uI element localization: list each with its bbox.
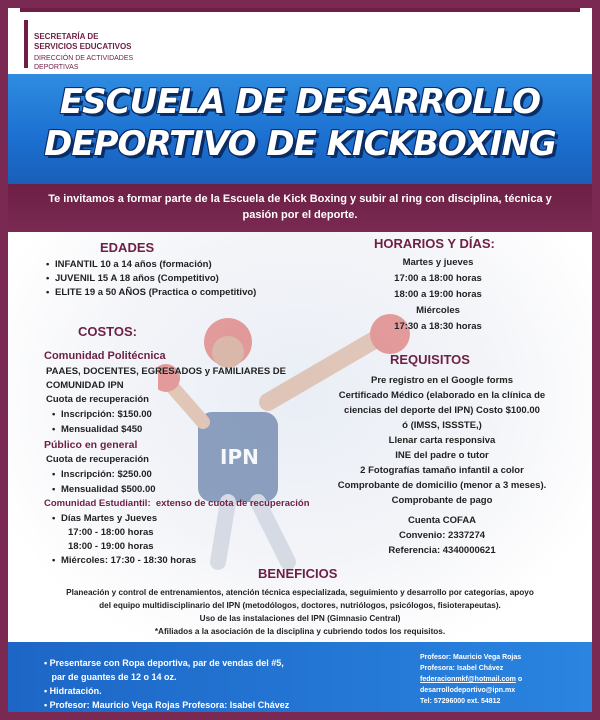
horario-line: 17:00 a 18:00 horas (394, 273, 482, 284)
footer-item: • Hidratación. (44, 686, 102, 696)
content-area (8, 232, 592, 642)
estudiantil-dias: • Días Martes y Jueves (52, 513, 158, 524)
invite-line2: pasión por el deporte. (242, 209, 358, 221)
edades-heading: EDADES (100, 240, 155, 255)
requisito-line: Certificado Médico (elaborado en la clínica de (338, 390, 546, 401)
publico-inscripcion: • Inscripción: $250.00 (52, 469, 152, 480)
org-logo-bar (24, 20, 28, 68)
footer-item: • Presentarse con Ropa deportiva, par de vendas del #5, (44, 658, 284, 668)
politecnica-line1: PAAES, DOCENTES, EGRESADOS y FAMILIARES DE (46, 366, 287, 377)
estudiantil-miercoles: • Miércoles: 17:30 - 18:30 horas (52, 555, 197, 566)
contact-profesor: Profesor: Mauricio Vega Rojas (420, 654, 522, 661)
referencia: Referencia: 4340000621 (388, 545, 496, 556)
horario-line: 18:00 a 19:00 horas (394, 289, 482, 300)
beneficio-line: del equipo multidisciplinario del IPN (metodólogos, doctores, nutriólogos, psicólogos, fisioterapeutas). (99, 601, 501, 610)
horario-line: 17:30 a 18:30 horas (394, 321, 482, 332)
org-name-line1: SECRETARÍA DE (34, 32, 99, 41)
contact-phone: Tel: 57296000 ext. 54812 (420, 698, 501, 705)
invite-strip (8, 184, 592, 232)
estudiantil-heading: Comunidad Estudiantil: extenso de cuota de recuperación (44, 498, 310, 509)
footer-item: • Profesor: Mauricio Vega Rojas Profesora: Isabel Chávez (44, 700, 290, 710)
header-stripe (20, 8, 580, 12)
publico-heading: Público en general (44, 439, 138, 451)
estudiantil-h2: 18:00 - 19:00 horas (68, 541, 154, 552)
edades-item: • INFANTIL 10 a 14 años (formación) (46, 259, 212, 270)
fighter-face (212, 336, 244, 368)
beneficios-heading: BENEFICIOS (258, 566, 338, 581)
contact-email-ipn[interactable]: desarrollodeportivo@ipn.mx (420, 687, 516, 694)
title-banner (8, 74, 592, 184)
contact-email-line: federacionmkf@hotmail.com o (420, 676, 523, 683)
footer-left (44, 656, 289, 712)
beneficio-line: *Afiliados a la asociación de la disciplina y cubriendo todos los requisitos. (154, 627, 446, 636)
contact-profesora: Profesora: Isabel Chávez (420, 665, 504, 672)
requisito-line: 2 Fotografías tamaño infantil a color (360, 465, 524, 476)
requisito-line: Pre registro en el Google forms (370, 375, 513, 386)
vest-label: IPN (220, 445, 259, 469)
requisito-line: ciencias del deporte del IPN) Costo $100.00 (344, 405, 540, 416)
edades-item: • JUVENIL 15 A 18 años (Competitivo) (46, 273, 219, 284)
invite-text (12, 191, 588, 223)
footer-item: par de guantes de 12 o 14 oz. (51, 672, 177, 682)
poster (8, 8, 592, 712)
title-line2: DEPORTIVO DE KICKBOXING (44, 124, 556, 164)
requisito-line: ó (IMSS, ISSSTE,) (402, 420, 482, 431)
costos-heading: COSTOS: (78, 324, 137, 339)
org-name-line2: SERVICIOS EDUCATIVOS (34, 42, 132, 51)
estudiantil-h1: 17:00 - 18:00 horas (68, 527, 154, 538)
horario-line: Miércoles (416, 305, 460, 316)
footer (8, 642, 592, 712)
footer-contact (420, 652, 522, 707)
requisito-line: Comprobante de domicilio (menor a 3 meses). (337, 480, 547, 491)
convenio: Convenio: 2337274 (398, 530, 486, 541)
cuenta-cofaa: Cuenta COFAA (407, 515, 477, 526)
horario-line: Martes y jueves (402, 257, 474, 268)
publico-mensualidad: • Mensualidad $500.00 (52, 484, 156, 495)
politecnica-cuota: Cuota de recuperación (46, 394, 149, 405)
dept-name-line1: DIRECCIÓN DE ACTIVIDADES (34, 55, 134, 62)
requisito-line: Comprobante de pago (391, 495, 493, 506)
requisito-line: INE del padre o tutor (395, 450, 489, 461)
politecnica-heading: Comunidad Politécnica (44, 350, 166, 362)
fighter-pants (218, 502, 288, 562)
beneficio-line: Planeación y control de entrenamientos, atención técnica especializada, seguimiento y desarrollo por categorías, apoyo (66, 588, 534, 597)
invite-line1: Te invitamos a formar parte de la Escuela de Kick Boxing y subir al ring con disciplina, técnica y (48, 193, 552, 205)
edades-item: • ELITE 19 a 50 AÑOS (Practica o competitivo) (46, 287, 257, 298)
contact-email-link[interactable]: federacionmkf@hotmail.com (420, 676, 516, 683)
publico-cuota: Cuota de recuperación (46, 454, 149, 465)
requisitos-heading: REQUISITOS (390, 352, 470, 367)
title-line1: ESCUELA DE DESARROLLO (59, 82, 541, 122)
dept-name-line2: DEPORTIVAS (34, 64, 79, 71)
politecnica-line2: COMUNIDAD IPN (46, 380, 124, 391)
politecnica-mensualidad: • Mensualidad $450 (52, 424, 143, 435)
horarios-heading: HORARIOS Y DÍAS: (374, 236, 495, 251)
requisito-line: Llenar carta responsiva (388, 435, 496, 446)
beneficio-line: Uso de las instalaciones del IPN (Gimnasio Central) (199, 614, 401, 623)
politecnica-inscripcion: • Inscripción: $150.00 (52, 409, 152, 420)
